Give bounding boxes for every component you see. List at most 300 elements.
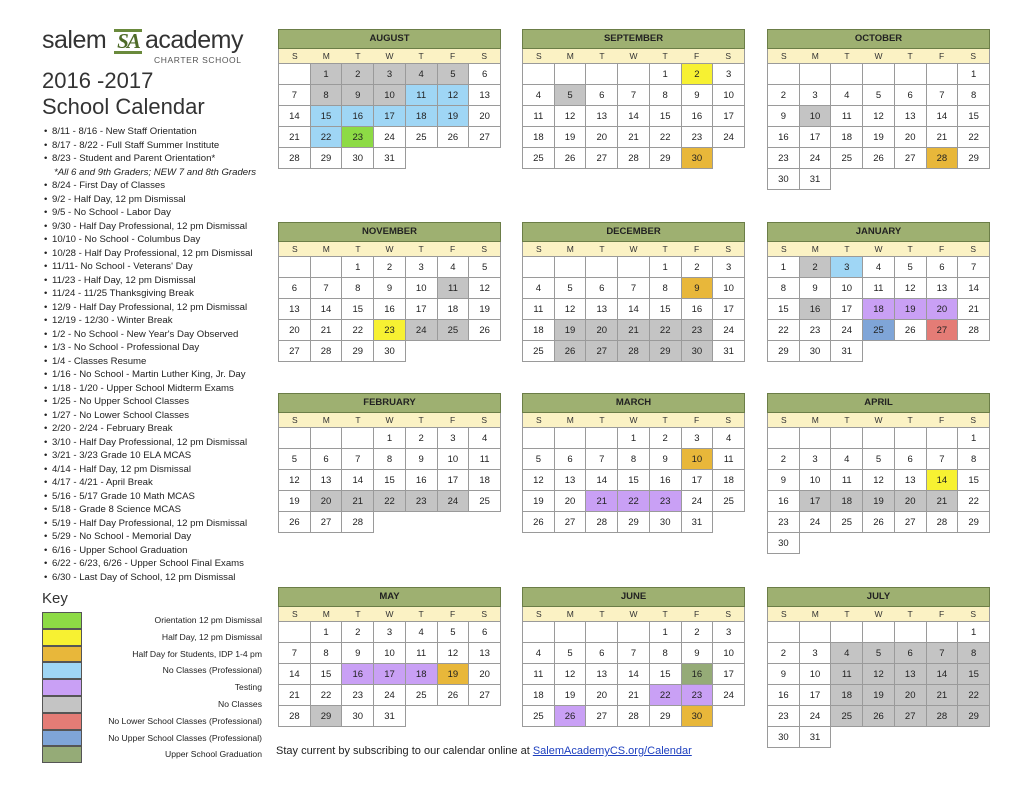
empty-cell <box>895 533 927 554</box>
day-cell: 22 <box>618 491 650 512</box>
day-cell: 6 <box>279 278 311 299</box>
empty-cell <box>831 727 863 748</box>
day-cell: 26 <box>438 127 470 148</box>
day-cell: 22 <box>311 127 343 148</box>
day-grid <box>278 622 501 727</box>
day-cell: 31 <box>713 341 745 362</box>
logo-word-academy: academy <box>145 26 243 54</box>
day-cell: 1 <box>650 64 682 85</box>
day-cell: 18 <box>831 491 863 512</box>
day-cell: 8 <box>374 449 406 470</box>
day-cell: 29 <box>958 512 990 533</box>
empty-cell <box>958 169 990 190</box>
bullet-icon: • <box>44 531 48 542</box>
weekday-header <box>278 49 501 64</box>
day-grid <box>522 428 745 533</box>
day-cell: 15 <box>342 299 374 320</box>
day-cell: 28 <box>618 341 650 362</box>
day-cell: 27 <box>586 148 618 169</box>
weekday-label: S <box>725 609 732 619</box>
day-cell: 20 <box>311 491 343 512</box>
bullet-icon: • <box>44 328 48 340</box>
day-cell: 12 <box>863 470 895 491</box>
day-cell: 3 <box>682 428 714 449</box>
blank-cell <box>555 257 587 278</box>
weekday-label: W <box>629 415 638 425</box>
event-item <box>44 571 284 585</box>
day-cell: 10 <box>406 278 438 299</box>
day-cell: 11 <box>469 449 501 470</box>
bullet-icon: • <box>44 342 48 353</box>
blank-cell <box>279 64 311 85</box>
key-label: No Upper School Classes (Professional) <box>108 732 262 743</box>
event-text: 10/28 - Half Day Professional, 12 pm Dismissal <box>52 247 253 259</box>
day-cell: 13 <box>586 299 618 320</box>
day-cell: 4 <box>523 85 555 106</box>
weekday-label: S <box>970 244 977 254</box>
event-item <box>44 220 284 234</box>
weekday-header <box>522 607 745 622</box>
day-cell: 29 <box>311 706 343 727</box>
event-item <box>44 206 284 220</box>
day-cell: 29 <box>650 148 682 169</box>
key-label: Half Day for Students, IDP 1-4 pm <box>132 648 262 659</box>
weekday-label: T <box>599 609 605 619</box>
event-item <box>44 341 284 355</box>
day-cell: 26 <box>863 148 895 169</box>
empty-cell <box>438 512 470 533</box>
day-cell: 9 <box>768 106 800 127</box>
empty-cell <box>713 706 745 727</box>
day-cell: 14 <box>279 664 311 685</box>
day-cell: 14 <box>279 106 311 127</box>
event-item <box>44 476 284 490</box>
weekday-label: W <box>629 609 638 619</box>
bullet-icon: • <box>44 247 48 259</box>
day-cell: 18 <box>863 299 895 320</box>
empty-cell <box>469 148 501 169</box>
day-cell: 23 <box>768 148 800 169</box>
weekday-label: F <box>450 415 456 425</box>
day-cell: 18 <box>523 320 555 341</box>
day-cell: 11 <box>523 664 555 685</box>
day-cell: 5 <box>863 85 895 106</box>
day-cell: 9 <box>682 643 714 664</box>
blank-cell <box>895 428 927 449</box>
day-cell: 9 <box>682 278 714 299</box>
day-cell: 8 <box>768 278 800 299</box>
day-cell: 9 <box>682 85 714 106</box>
day-cell: 27 <box>586 706 618 727</box>
day-cell: 12 <box>555 299 587 320</box>
empty-cell <box>713 512 745 533</box>
day-cell: 2 <box>682 257 714 278</box>
day-cell: 18 <box>831 127 863 148</box>
day-cell: 14 <box>342 470 374 491</box>
month-title: APRIL <box>767 393 990 413</box>
weekday-label: S <box>725 415 732 425</box>
day-cell: 9 <box>768 664 800 685</box>
event-text: 6/16 - Upper School Graduation <box>52 544 188 556</box>
key-swatch <box>42 646 82 663</box>
day-cell: 11 <box>713 449 745 470</box>
day-cell: 23 <box>800 320 832 341</box>
day-cell: 26 <box>863 706 895 727</box>
bullet-icon: • <box>44 315 48 326</box>
day-cell: 19 <box>555 685 587 706</box>
weekday-label: F <box>450 609 456 619</box>
day-cell: 16 <box>342 664 374 685</box>
day-cell: 26 <box>469 320 501 341</box>
event-text: 11/23 - Half Day, 12 pm Dismissal <box>52 274 196 286</box>
blank-cell <box>279 428 311 449</box>
day-cell: 23 <box>682 685 714 706</box>
day-cell: 23 <box>768 706 800 727</box>
day-cell: 4 <box>406 64 438 85</box>
blank-cell <box>311 428 343 449</box>
day-cell: 8 <box>958 643 990 664</box>
day-cell: 27 <box>586 341 618 362</box>
day-cell: 10 <box>374 643 406 664</box>
day-cell: 22 <box>958 127 990 148</box>
empty-cell <box>927 341 959 362</box>
weekday-label: M <box>322 609 330 619</box>
day-grid <box>522 622 745 727</box>
calendar-year: 2016 -2017 <box>42 68 154 93</box>
blank-cell <box>586 64 618 85</box>
blank-cell <box>311 257 343 278</box>
month-february <box>278 393 501 533</box>
weekday-label: S <box>725 51 732 61</box>
day-cell: 27 <box>311 512 343 533</box>
day-cell: 26 <box>555 148 587 169</box>
day-grid <box>522 257 745 362</box>
blank-cell <box>863 64 895 85</box>
day-cell: 1 <box>650 257 682 278</box>
event-text: 8/24 - First Day of Classes <box>52 180 166 191</box>
day-cell: 1 <box>768 257 800 278</box>
blank-cell <box>523 428 555 449</box>
empty-cell <box>895 341 927 362</box>
footer-text: Stay current by subscribing to our calendar online at <box>276 745 533 757</box>
weekday-label: M <box>811 244 819 254</box>
day-cell: 6 <box>927 257 959 278</box>
weekday-label: T <box>599 244 605 254</box>
empty-cell <box>958 727 990 748</box>
day-cell: 29 <box>618 512 650 533</box>
event-text: 9/2 - Half Day, 12 pm Dismissal <box>52 193 186 205</box>
day-cell: 28 <box>279 706 311 727</box>
day-grid <box>522 64 745 169</box>
weekday-header <box>767 607 990 622</box>
day-cell: 22 <box>768 320 800 341</box>
day-cell: 6 <box>895 643 927 664</box>
event-item <box>44 139 284 153</box>
day-cell: 27 <box>555 512 587 533</box>
bullet-icon: • <box>44 274 48 286</box>
day-cell: 23 <box>342 685 374 706</box>
day-cell: 26 <box>555 341 587 362</box>
key-heading: Key <box>42 590 68 607</box>
key-label: No Classes <box>218 698 262 709</box>
day-cell: 21 <box>279 127 311 148</box>
bullet-icon: • <box>44 396 48 407</box>
day-cell: 11 <box>406 643 438 664</box>
day-cell: 1 <box>958 622 990 643</box>
day-cell: 11 <box>831 106 863 127</box>
event-text: 5/16 - 5/17 Grade 10 Math MCAS <box>52 490 195 502</box>
day-cell: 14 <box>958 278 990 299</box>
day-cell: 7 <box>279 85 311 106</box>
blank-cell <box>523 257 555 278</box>
day-cell: 4 <box>406 622 438 643</box>
day-cell: 9 <box>406 449 438 470</box>
key-label: Upper School Graduation <box>165 749 262 760</box>
day-cell: 2 <box>342 64 374 85</box>
day-cell: 20 <box>586 685 618 706</box>
weekday-label: S <box>970 609 977 619</box>
weekday-label: T <box>662 415 668 425</box>
day-cell: 16 <box>682 106 714 127</box>
day-cell: 19 <box>555 127 587 148</box>
day-cell: 24 <box>682 491 714 512</box>
weekday-label: S <box>780 244 787 254</box>
weekday-label: M <box>322 244 330 254</box>
day-cell: 12 <box>438 643 470 664</box>
day-grid <box>278 428 501 533</box>
event-text: 1/25 - No Upper School Classes <box>52 396 190 407</box>
month-august <box>278 29 501 169</box>
weekday-label: F <box>939 244 945 254</box>
event-item <box>44 544 284 558</box>
bullet-icon: • <box>44 234 48 245</box>
weekday-label: T <box>418 415 424 425</box>
day-cell: 7 <box>342 449 374 470</box>
day-cell: 19 <box>863 491 895 512</box>
empty-cell <box>438 341 470 362</box>
day-cell: 29 <box>958 148 990 169</box>
month-title: DECEMBER <box>522 222 745 242</box>
day-cell: 24 <box>831 320 863 341</box>
event-text: 3/21 - 3/23 Grade 10 ELA MCAS <box>52 450 192 461</box>
day-cell: 11 <box>863 278 895 299</box>
day-cell: 4 <box>523 278 555 299</box>
event-item <box>44 301 284 315</box>
day-cell: 23 <box>682 127 714 148</box>
bullet-icon: • <box>44 288 48 299</box>
day-cell: 14 <box>618 106 650 127</box>
day-cell: 11 <box>523 106 555 127</box>
day-cell: 14 <box>311 299 343 320</box>
day-cell: 17 <box>713 106 745 127</box>
event-item <box>44 503 284 517</box>
day-cell: 10 <box>831 278 863 299</box>
blank-cell <box>768 428 800 449</box>
bullet-icon: • <box>44 220 48 232</box>
day-cell: 20 <box>586 127 618 148</box>
empty-cell <box>800 533 832 554</box>
event-item <box>44 449 284 463</box>
weekday-label: W <box>385 415 394 425</box>
key-label: Testing <box>234 682 262 693</box>
day-cell: 8 <box>650 278 682 299</box>
weekday-label: T <box>907 51 913 61</box>
event-text: 5/19 - Half Day Professional, 12 pm Dismissal <box>52 517 248 529</box>
day-cell: 27 <box>895 148 927 169</box>
weekday-label: W <box>874 609 883 619</box>
blank-cell <box>618 257 650 278</box>
event-text: 8/11 - 8/16 - New Staff Orientation <box>52 126 197 137</box>
day-cell: 19 <box>279 491 311 512</box>
event-text: 1/16 - No School - Martin Luther King, Jr. Day <box>52 369 246 380</box>
day-cell: 7 <box>618 85 650 106</box>
month-july <box>767 587 990 748</box>
weekday-label: F <box>694 51 700 61</box>
weekday-label: T <box>355 415 361 425</box>
day-cell: 26 <box>523 512 555 533</box>
weekday-label: S <box>481 415 488 425</box>
day-cell: 13 <box>586 106 618 127</box>
day-cell: 12 <box>279 470 311 491</box>
day-cell: 3 <box>374 64 406 85</box>
day-cell: 16 <box>342 106 374 127</box>
key-item <box>42 730 266 747</box>
calendar-link[interactable]: SalemAcademyCS.org/Calendar <box>532 745 692 757</box>
day-cell: 18 <box>831 685 863 706</box>
weekday-label: W <box>385 609 394 619</box>
day-cell: 22 <box>958 491 990 512</box>
weekday-label: F <box>450 244 456 254</box>
day-cell: 30 <box>768 533 800 554</box>
empty-cell <box>406 148 438 169</box>
day-cell: 10 <box>438 449 470 470</box>
weekday-label: M <box>322 51 330 61</box>
empty-cell <box>469 512 501 533</box>
day-cell: 16 <box>768 685 800 706</box>
day-cell: 17 <box>374 664 406 685</box>
event-text: 8/17 - 8/22 - Full Staff Summer Institute <box>52 139 220 151</box>
blank-cell <box>927 622 959 643</box>
day-cell: 25 <box>406 685 438 706</box>
day-cell: 1 <box>650 622 682 643</box>
day-cell: 20 <box>469 664 501 685</box>
day-cell: 30 <box>800 341 832 362</box>
day-cell: 21 <box>958 299 990 320</box>
day-cell: 1 <box>342 257 374 278</box>
day-cell: 22 <box>650 320 682 341</box>
day-cell: 2 <box>682 622 714 643</box>
weekday-label: W <box>385 51 394 61</box>
day-cell: 3 <box>406 257 438 278</box>
day-cell: 23 <box>650 491 682 512</box>
day-cell: 8 <box>618 449 650 470</box>
empty-cell <box>406 706 438 727</box>
day-cell: 9 <box>342 85 374 106</box>
day-cell: 14 <box>927 664 959 685</box>
day-cell: 17 <box>713 664 745 685</box>
weekday-label: F <box>450 51 456 61</box>
month-may <box>278 587 501 727</box>
day-cell: 4 <box>831 449 863 470</box>
event-item <box>44 463 284 477</box>
key-item <box>42 679 266 696</box>
day-cell: 16 <box>800 299 832 320</box>
key-item <box>42 629 266 646</box>
key-swatch <box>42 612 82 629</box>
event-text: 8/23 - Student and Parent Orientation* <box>52 153 216 164</box>
day-cell: 31 <box>800 169 832 190</box>
day-cell: 22 <box>342 320 374 341</box>
day-cell: 16 <box>406 470 438 491</box>
day-cell: 1 <box>958 428 990 449</box>
bullet-icon: • <box>44 180 48 191</box>
day-cell: 2 <box>406 428 438 449</box>
day-cell: 6 <box>895 449 927 470</box>
weekday-label: S <box>291 609 298 619</box>
day-cell: 12 <box>555 664 587 685</box>
month-march <box>522 393 745 533</box>
weekday-header <box>522 49 745 64</box>
key-swatch <box>42 629 82 646</box>
day-cell: 9 <box>650 449 682 470</box>
blank-cell <box>768 64 800 85</box>
month-title: JUNE <box>522 587 745 607</box>
month-title: MAY <box>278 587 501 607</box>
day-cell: 3 <box>438 428 470 449</box>
day-cell: 24 <box>713 320 745 341</box>
event-item <box>44 368 284 382</box>
blank-cell <box>831 622 863 643</box>
day-cell: 1 <box>311 622 343 643</box>
day-cell: 19 <box>863 685 895 706</box>
empty-cell <box>863 533 895 554</box>
day-cell: 12 <box>863 664 895 685</box>
weekday-label: M <box>566 51 574 61</box>
day-cell: 7 <box>958 257 990 278</box>
day-cell: 3 <box>800 449 832 470</box>
day-cell: 21 <box>342 491 374 512</box>
blank-cell <box>800 64 832 85</box>
month-title: SEPTEMBER <box>522 29 745 49</box>
month-june <box>522 587 745 727</box>
weekday-label: S <box>780 415 787 425</box>
day-cell: 21 <box>311 320 343 341</box>
weekday-label: W <box>874 244 883 254</box>
bullet-icon: • <box>44 571 48 583</box>
key-label: Orientation 12 pm Dismissal <box>154 615 262 625</box>
day-cell: 25 <box>863 320 895 341</box>
day-cell: 19 <box>895 299 927 320</box>
day-cell: 24 <box>800 706 832 727</box>
day-cell: 20 <box>279 320 311 341</box>
day-cell: 10 <box>800 106 832 127</box>
weekday-label: S <box>970 415 977 425</box>
day-cell: 4 <box>523 643 555 664</box>
day-cell: 25 <box>713 491 745 512</box>
event-item <box>44 314 284 328</box>
day-cell: 22 <box>374 491 406 512</box>
day-cell: 3 <box>800 85 832 106</box>
day-cell: 11 <box>438 278 470 299</box>
blank-cell <box>523 64 555 85</box>
events-list <box>44 125 284 584</box>
event-text: 3/10 - Half Day Professional, 12 pm Dismissal <box>52 436 248 448</box>
event-item <box>44 247 284 261</box>
day-cell: 16 <box>768 127 800 148</box>
event-item <box>44 530 284 544</box>
blank-cell <box>800 428 832 449</box>
day-cell: 9 <box>800 278 832 299</box>
